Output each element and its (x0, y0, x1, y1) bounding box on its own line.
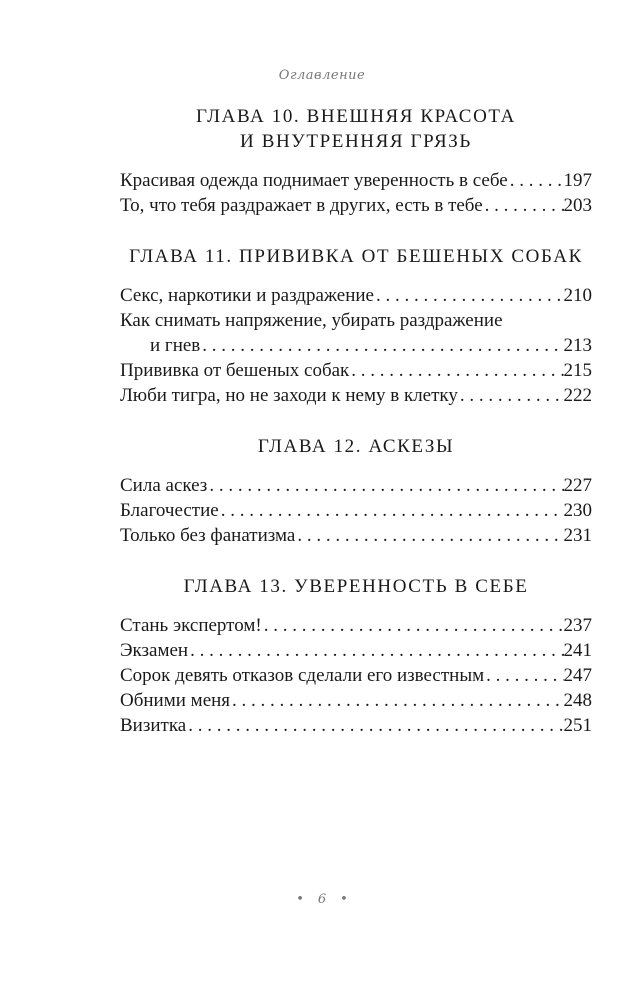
entry-title-continued: и гнев (150, 335, 201, 356)
entry-page: 213 (563, 335, 592, 356)
entry-list (120, 168, 592, 218)
entry-title: Секс, наркотики и раздражение (120, 285, 374, 306)
toc-entry[interactable] (120, 663, 592, 688)
entry-page: 248 (563, 690, 592, 711)
toc-entry[interactable] (120, 383, 592, 408)
entry-list (120, 613, 592, 738)
toc-entry[interactable] (120, 473, 592, 498)
leader-dots (484, 663, 563, 688)
entry-page: 231 (563, 525, 592, 546)
entry-page: 210 (563, 285, 592, 306)
leader-dots (219, 498, 564, 523)
leader-dots (508, 168, 564, 193)
chapter-10 (120, 104, 592, 218)
entry-list (120, 283, 592, 408)
entry-title: Люби тигра, но не заходи к нему в клетку (120, 385, 458, 406)
toc-entry[interactable] (120, 283, 592, 308)
chapter-title: ГЛАВА 13. УВЕРЕННОСТЬ В СЕБЕ (183, 576, 529, 597)
chapter-title: ГЛАВА 11. ПРИВИВКА ОТ БЕШЕНЫХ СОБАК (129, 246, 583, 267)
leader-dots (188, 638, 563, 663)
running-head: Оглавление (278, 68, 366, 83)
table-of-contents (120, 104, 592, 764)
entry-title: Красивая одежда поднимает уверенность в себе (120, 170, 508, 191)
leader-dots (230, 688, 563, 713)
entry-page: 237 (563, 615, 592, 636)
entry-page: 247 (563, 665, 592, 686)
leader-dots (295, 523, 563, 548)
page-number-footer (0, 892, 644, 907)
entry-title: Экзамен (120, 640, 189, 661)
leader-dots (483, 193, 564, 218)
entry-title: Только без фанатизма (120, 525, 296, 546)
chapter-title (120, 104, 592, 154)
toc-entry[interactable] (120, 613, 592, 638)
page-number: 6 (317, 892, 327, 907)
entry-title: Сорок девять отказов сделали его известным (120, 665, 485, 686)
entry-page: 227 (563, 475, 592, 496)
entry-page: 203 (563, 195, 592, 216)
entry-title: Как снимать напряжение, убирать раздражение (120, 310, 503, 331)
leader-dots (186, 713, 563, 738)
leader-dots (200, 333, 563, 358)
entry-title: То, что тебя раздражает в других, есть в тебе (120, 195, 483, 216)
toc-entry[interactable] (120, 713, 592, 738)
leader-dots (458, 383, 564, 408)
entry-title: Стань экспертом! (120, 615, 262, 636)
toc-entry[interactable] (120, 193, 592, 218)
chapter-title: ГЛАВА 12. АСКЕЗЫ (257, 436, 455, 457)
entry-title: Обними меня (120, 690, 231, 711)
entry-page: 197 (563, 170, 592, 191)
chapter-13 (120, 574, 592, 738)
entry-title: Сила аскез (120, 475, 208, 496)
chapter-title-line: И ВНУТРЕННЯЯ ГРЯЗЬ (240, 131, 472, 152)
leader-dots (374, 283, 564, 308)
leader-dots (349, 358, 563, 383)
toc-entry[interactable] (120, 308, 592, 358)
entry-page: 230 (563, 500, 592, 521)
entry-list (120, 473, 592, 548)
entry-page: 251 (563, 715, 592, 736)
toc-entry[interactable] (120, 523, 592, 548)
entry-title: Визитка (120, 715, 187, 736)
toc-entry[interactable] (120, 358, 592, 383)
entry-page: 241 (563, 640, 592, 661)
ornament-dot-icon: • (340, 892, 348, 907)
entry-page: 215 (563, 360, 592, 381)
chapter-12 (120, 434, 592, 548)
leader-dots (262, 613, 564, 638)
chapter-title-line: ГЛАВА 10. ВНЕШНЯЯ КРАСОТА (196, 106, 516, 127)
toc-entry[interactable] (120, 498, 592, 523)
leader-dots (207, 473, 563, 498)
chapter-11 (120, 244, 592, 408)
toc-entry[interactable] (120, 168, 592, 193)
entry-title: Прививка от бешеных собак (120, 360, 350, 381)
entry-title: Благочестие (120, 500, 219, 521)
toc-entry[interactable] (120, 688, 592, 713)
entry-page: 222 (563, 385, 592, 406)
toc-entry[interactable] (120, 638, 592, 663)
ornament-dot-icon: • (296, 892, 304, 907)
